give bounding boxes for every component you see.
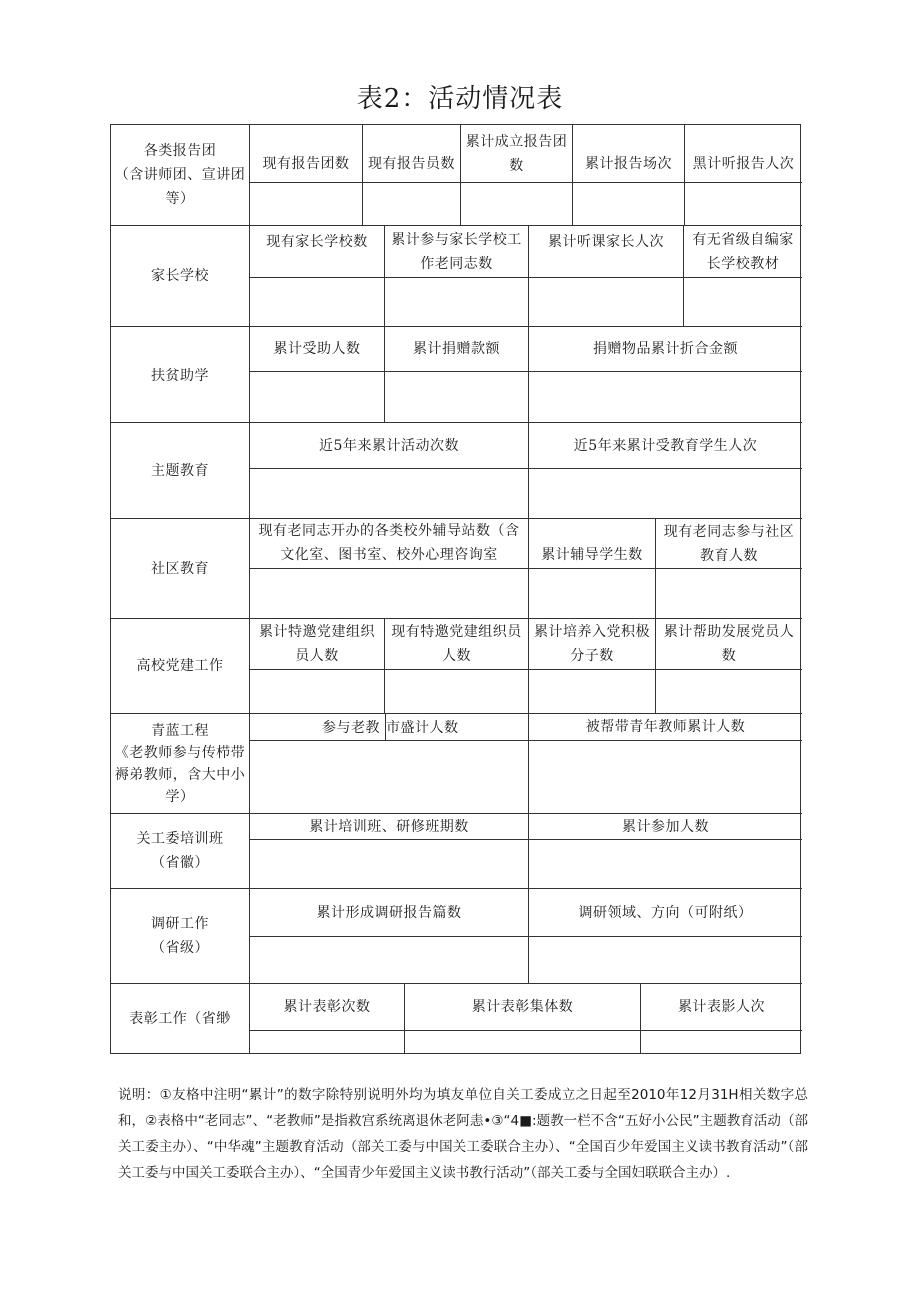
- header-participating-teachers: [250, 714, 529, 741]
- header-research-fields: 调研领域、方向（可附纸）: [529, 889, 802, 937]
- header-volunteers: 累计参与家长学校工作老同志数: [385, 226, 529, 278]
- header-participating-teachers-part1: 参与老教: [322, 720, 380, 736]
- category-blue-project: 青蓝工程 《老教师参与传栉带褥弟教师，含大中小学）: [111, 714, 250, 814]
- header-parent-schools: 现有家长学校数: [250, 226, 385, 278]
- input-training-participants[interactable]: [529, 840, 802, 889]
- header-report-groups-count: 现有报告团数: [250, 125, 363, 183]
- input-tutoring-stations[interactable]: [250, 569, 529, 619]
- header-commendation-persons: 累计表影人次: [641, 984, 802, 1031]
- input-cumulative-groups[interactable]: [461, 183, 573, 226]
- category-research: 调研工作 （省级）: [111, 889, 250, 984]
- category-training-class: 关工委培训班 （省徽）: [111, 814, 250, 889]
- input-volunteers[interactable]: [385, 278, 529, 327]
- input-goods-value[interactable]: [529, 372, 802, 423]
- input-textbooks[interactable]: [684, 278, 802, 327]
- header-donation-amount: 累计捐赠款额: [385, 327, 529, 372]
- input-activity-count[interactable]: [250, 469, 529, 519]
- input-audience-count[interactable]: [685, 183, 802, 226]
- category-commendation: 表彰工作（省缈: [111, 984, 250, 1054]
- input-invited-organizers-total[interactable]: [250, 670, 385, 714]
- footnote: 说明：①友格中注明“累计”的数字除特别说明外均为填友单位自关工委成立之日起至2010年12月31H相关数字总和，②表格中“老同志”、“老教师”是指救宫系统离退休老阿恚•③“4■:题教一栏不含“五好小公民”主题教育活动（部关工委主办）、“中华魂”主题教育活动（部关工委与中国关工委联合主办）、“全国百少年爱国主义读书教育活动”（部关工委与中国关工委联合主办）、“全国青少年爱国主义读书教行活动”（部关工委与全国妇联联合主办）.: [118, 1087, 808, 1181]
- input-students-educated[interactable]: [529, 469, 802, 519]
- category-theme-education: 主题教育: [111, 423, 250, 519]
- divider-line: [385, 714, 386, 741]
- header-members-developed: 累计帮助发展党员人数: [656, 619, 802, 670]
- activity-table: [110, 124, 801, 1054]
- input-reporters[interactable]: [363, 183, 461, 226]
- header-training-participants: 累计参加人数: [529, 814, 802, 840]
- input-commendation-persons[interactable]: [641, 1031, 802, 1054]
- input-community-volunteers[interactable]: [656, 569, 802, 619]
- category-report-groups: 各类报告团 （含讲师团、宣讲团等）: [111, 125, 250, 226]
- header-audience-count: 黑计听报告人次: [685, 125, 802, 183]
- header-aided-people: 累计受助人数: [250, 327, 385, 372]
- header-invited-organizers-current: 现有特邀党建组织员人数: [385, 619, 529, 670]
- header-cumulative-groups: 累计成立报告团数: [461, 125, 573, 183]
- input-parent-schools[interactable]: [250, 278, 385, 327]
- input-mentored-teachers[interactable]: [529, 741, 802, 814]
- input-tutored-students[interactable]: [529, 569, 656, 619]
- input-donation-amount[interactable]: [385, 372, 529, 423]
- input-commendation-collectives[interactable]: [405, 1031, 641, 1054]
- input-research-reports[interactable]: [250, 937, 529, 984]
- input-invited-organizers-current[interactable]: [385, 670, 529, 714]
- input-participating-teachers[interactable]: [250, 741, 529, 814]
- header-participating-teachers-part2: 市盛计人数: [386, 720, 459, 736]
- input-training-periods[interactable]: [250, 840, 529, 889]
- header-community-volunteers: 现有老同志参与社区教育人数: [656, 519, 802, 569]
- category-poverty-aid: 扶贫助学: [111, 327, 250, 423]
- header-reporters-count: 现有报告员数: [363, 125, 461, 183]
- input-report-groups[interactable]: [250, 183, 363, 226]
- header-commendation-collectives: 累计表彰集体数: [405, 984, 641, 1031]
- header-tutoring-stations: 现有老同志开办的各类校外辅导站数（含文化室、图书室、校外心理咨询室: [250, 519, 529, 569]
- input-aided-people[interactable]: [250, 372, 385, 423]
- input-members-developed[interactable]: [656, 670, 802, 714]
- header-mentored-teachers: 被帮带青年教师累计人数: [529, 714, 802, 741]
- header-invited-organizers-total: 累计特邀党建组织员人数: [250, 619, 385, 670]
- header-parent-attendance: 累计听课家长人次: [529, 226, 684, 278]
- category-university-party: 高校党建工作: [111, 619, 250, 714]
- header-report-sessions: 累计报告场次: [573, 125, 685, 183]
- input-research-fields[interactable]: [529, 937, 802, 984]
- header-research-reports: 累计形成调研报告篇数: [250, 889, 529, 937]
- header-training-periods: 累计培训班、研修班期数: [250, 814, 529, 840]
- header-textbooks: 有无省级自编家长学校教材: [684, 226, 802, 278]
- input-activists-trained[interactable]: [529, 670, 656, 714]
- header-goods-value: 捐赠物品累计折合金额: [529, 327, 802, 372]
- input-parent-attendance[interactable]: [529, 278, 684, 327]
- input-report-sessions[interactable]: [573, 183, 685, 226]
- header-students-educated: 近5年来累计受教育学生人次: [529, 423, 802, 469]
- category-parent-school: 家长学校: [111, 226, 250, 327]
- header-activists-trained: 累计培养入党积极分子数: [529, 619, 656, 670]
- category-community-education: 社区教育: [111, 519, 250, 619]
- header-activity-count: 近5年来累计活动次数: [250, 423, 529, 469]
- input-commendation-times[interactable]: [250, 1031, 405, 1054]
- header-commendation-times: 累计表彰次数: [250, 984, 405, 1031]
- page-title: 表2：活动情况表: [356, 84, 564, 114]
- header-tutored-students: 累计辅导学生数: [529, 519, 656, 569]
